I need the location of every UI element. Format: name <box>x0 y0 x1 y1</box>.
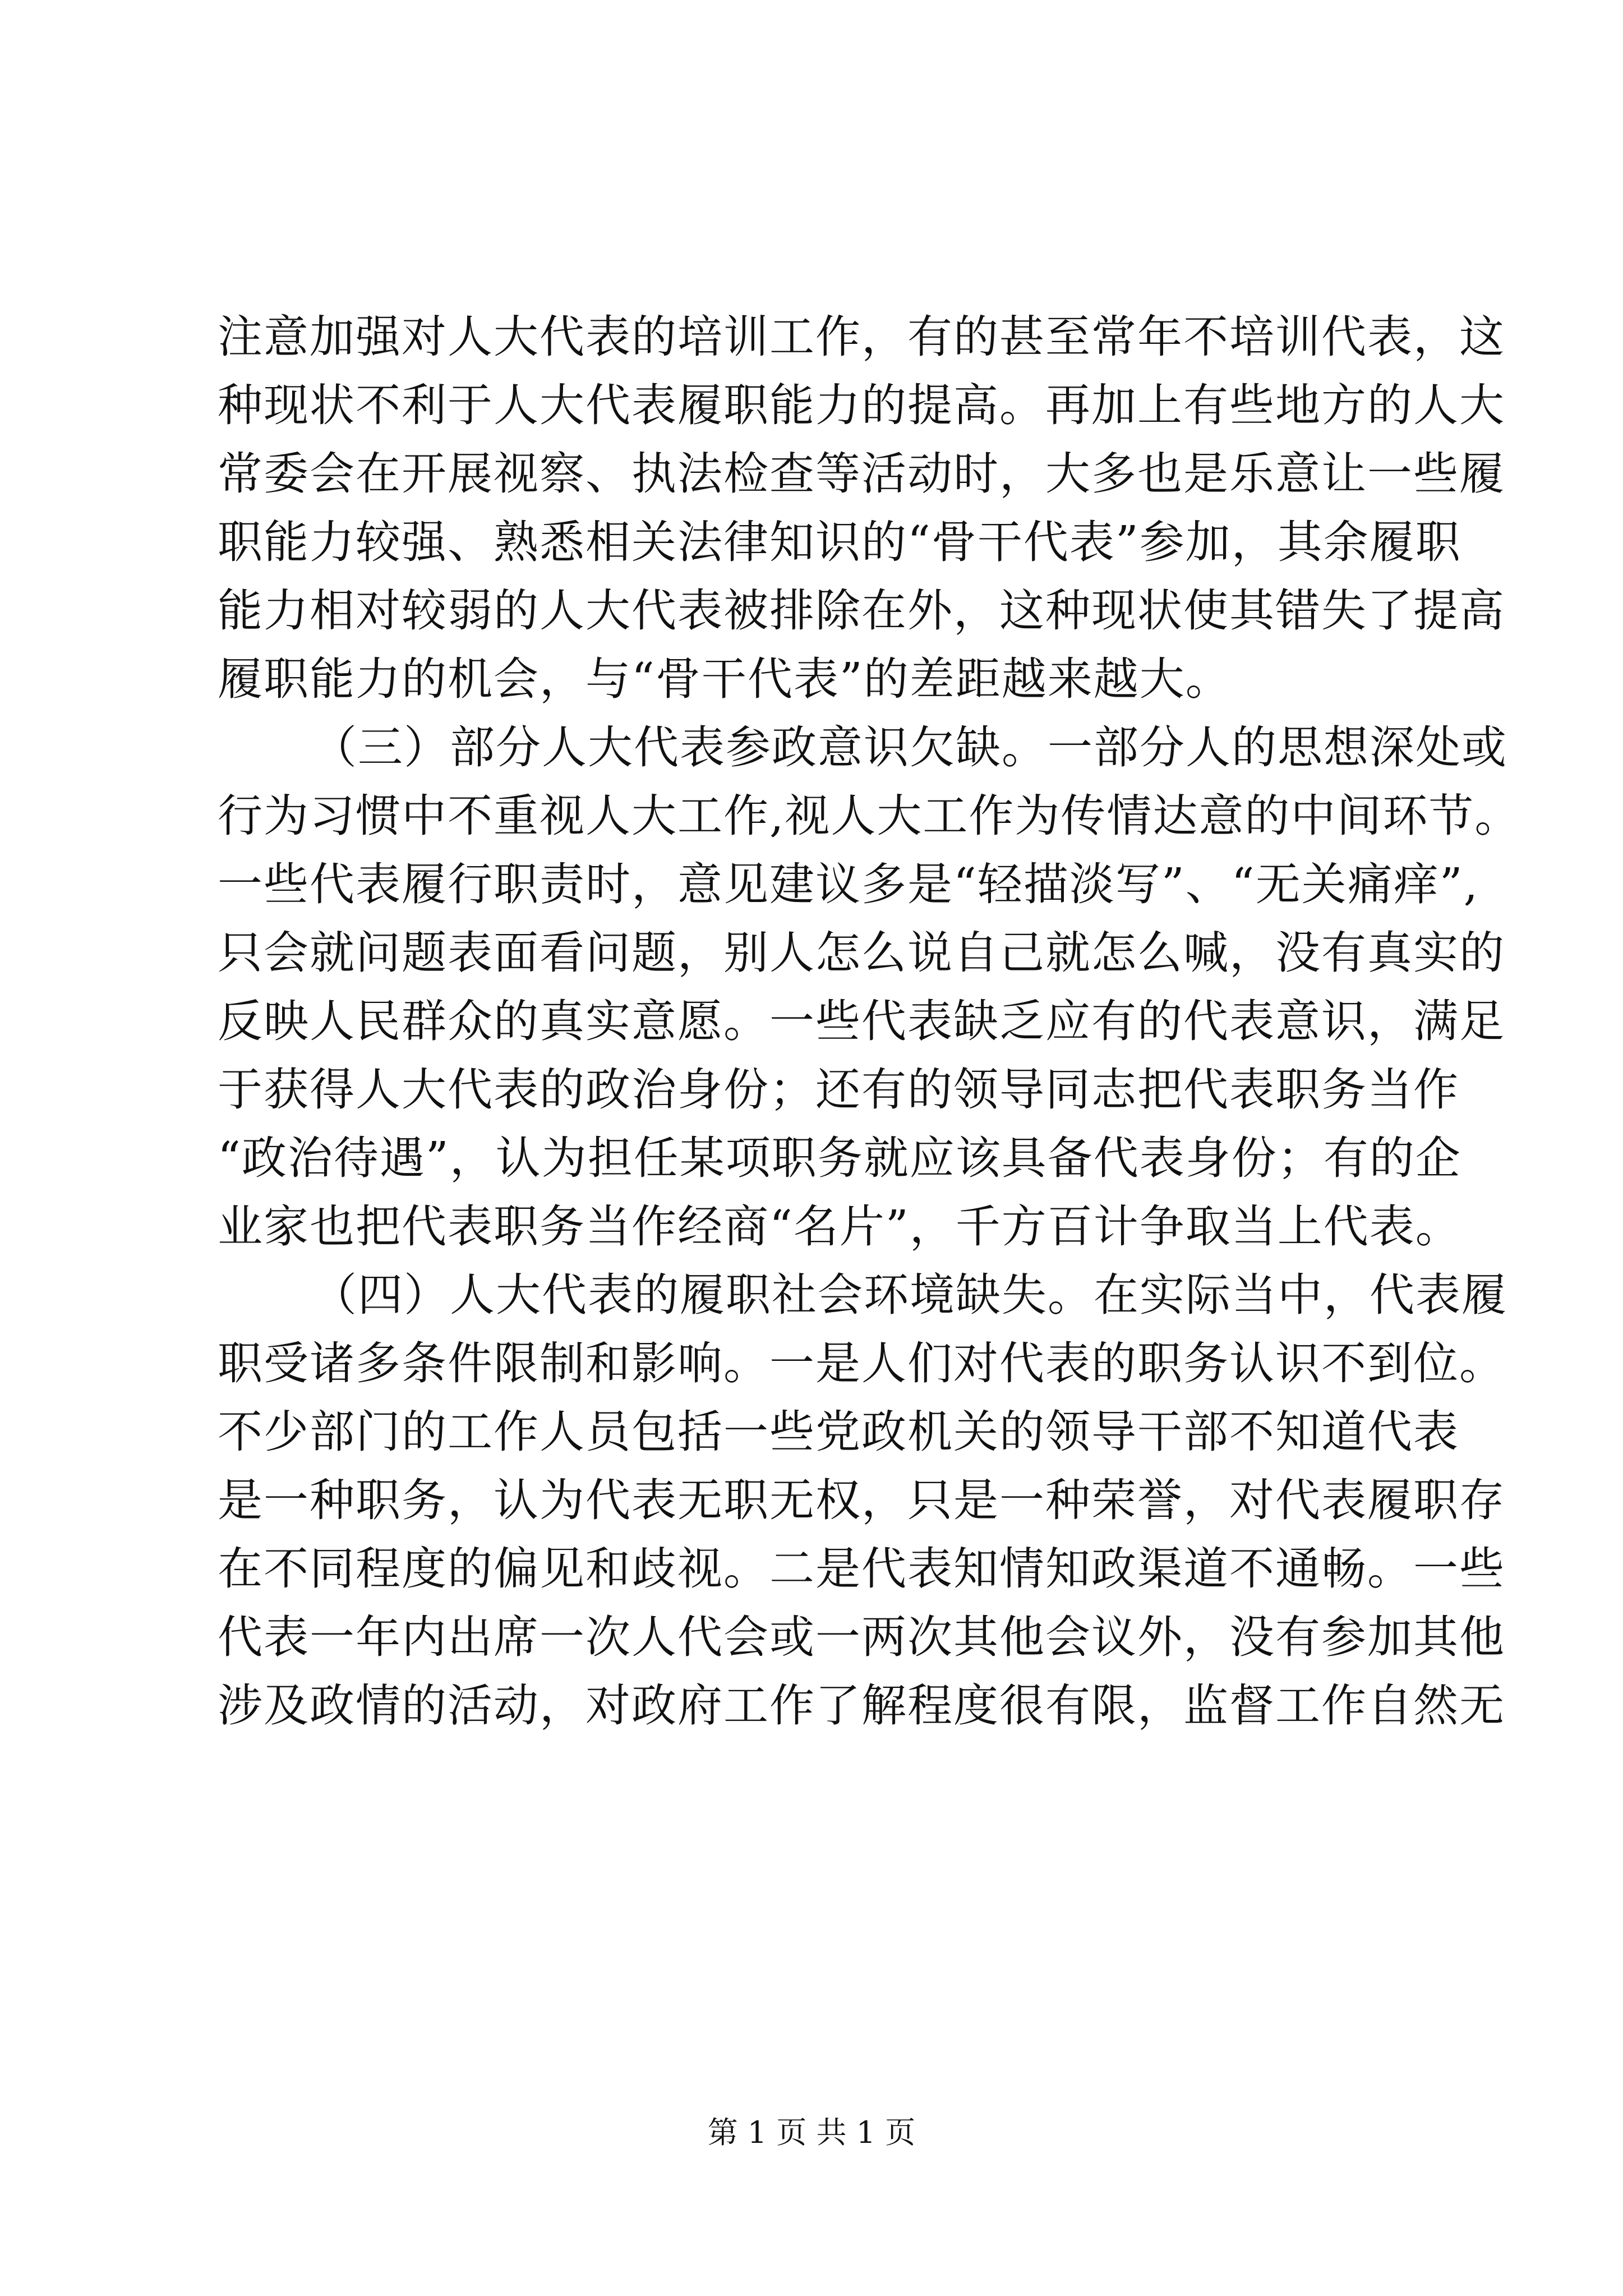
document-body <box>218 303 1521 1740</box>
text-line: 能力相对较弱的人大代表被排除在外，这种现状使其错失了提高 <box>218 585 1505 637</box>
text-line: “政治待遇”，认为担任某项职务就应该具备代表身份；有的企 <box>218 1132 1461 1184</box>
text-line: 是一种职务，认为代表无职无权，只是一种荣誉，对代表履职存 <box>218 1474 1505 1526</box>
text-line: 在不同程度的偏见和歧视。二是代表知情知政渠道不通畅。一些 <box>218 1543 1505 1595</box>
text-line: 职受诸多条件限制和影响。一是人们对代表的职务认识不到位。 <box>218 1337 1505 1389</box>
text-line: 涉及政情的活动，对政府工作了解程度很有限，监督工作自然无 <box>218 1680 1505 1732</box>
text-line: 不少部门的工作人员包括一些党政机关的领导干部不知道代表 <box>218 1406 1459 1458</box>
text-line: 行为习惯中不重视人大工作,视人大工作为传情达意的中间环节。 <box>218 790 1521 842</box>
text-line: 常委会在开展视察、执法检查等活动时，大多也是乐意让一些履 <box>218 448 1505 500</box>
text-line: 于获得人大代表的政治身份；还有的领导同志把代表职务当作 <box>218 1064 1459 1116</box>
text-line: 注意加强对人大代表的培训工作，有的甚至常年不培训代表，这 <box>218 311 1505 363</box>
page-footer: 第 1 页 共 1 页 <box>707 2115 916 2150</box>
paragraph-first-line: （三）部分人大代表参政意识欠缺。一部分人的思想深处或 <box>312 721 1507 774</box>
text-line: 只会就问题表面看问题，别人怎么说自己就怎么喊，没有真实的 <box>218 927 1505 979</box>
text-line: 种现状不利于人大代表履职能力的提高。再加上有些地方的人大 <box>218 379 1505 431</box>
text-line: 代表一年内出席一次人代会或一两次其他会议外，没有参加其他 <box>218 1611 1505 1663</box>
paragraph-first-line: （四）人大代表的履职社会环境缺失。在实际当中，代表履 <box>312 1269 1507 1321</box>
text-line: 业家也把代表职务当作经商“名片”，千方百计争取当上代表。 <box>218 1200 1461 1253</box>
text-line: 职能力较强、熟悉相关法律知识的“骨干代表”参加，其余履职 <box>218 516 1461 568</box>
text-line: 一些代表履行职责时，意见建议多是“轻描淡写”、“无关痛痒”, <box>218 858 1479 910</box>
text-line: 履职能力的机会，与“骨干代表”的差距越来越大。 <box>218 653 1232 705</box>
text-line: 反映人民群众的真实意愿。一些代表缺乏应有的代表意识，满足 <box>218 995 1505 1047</box>
